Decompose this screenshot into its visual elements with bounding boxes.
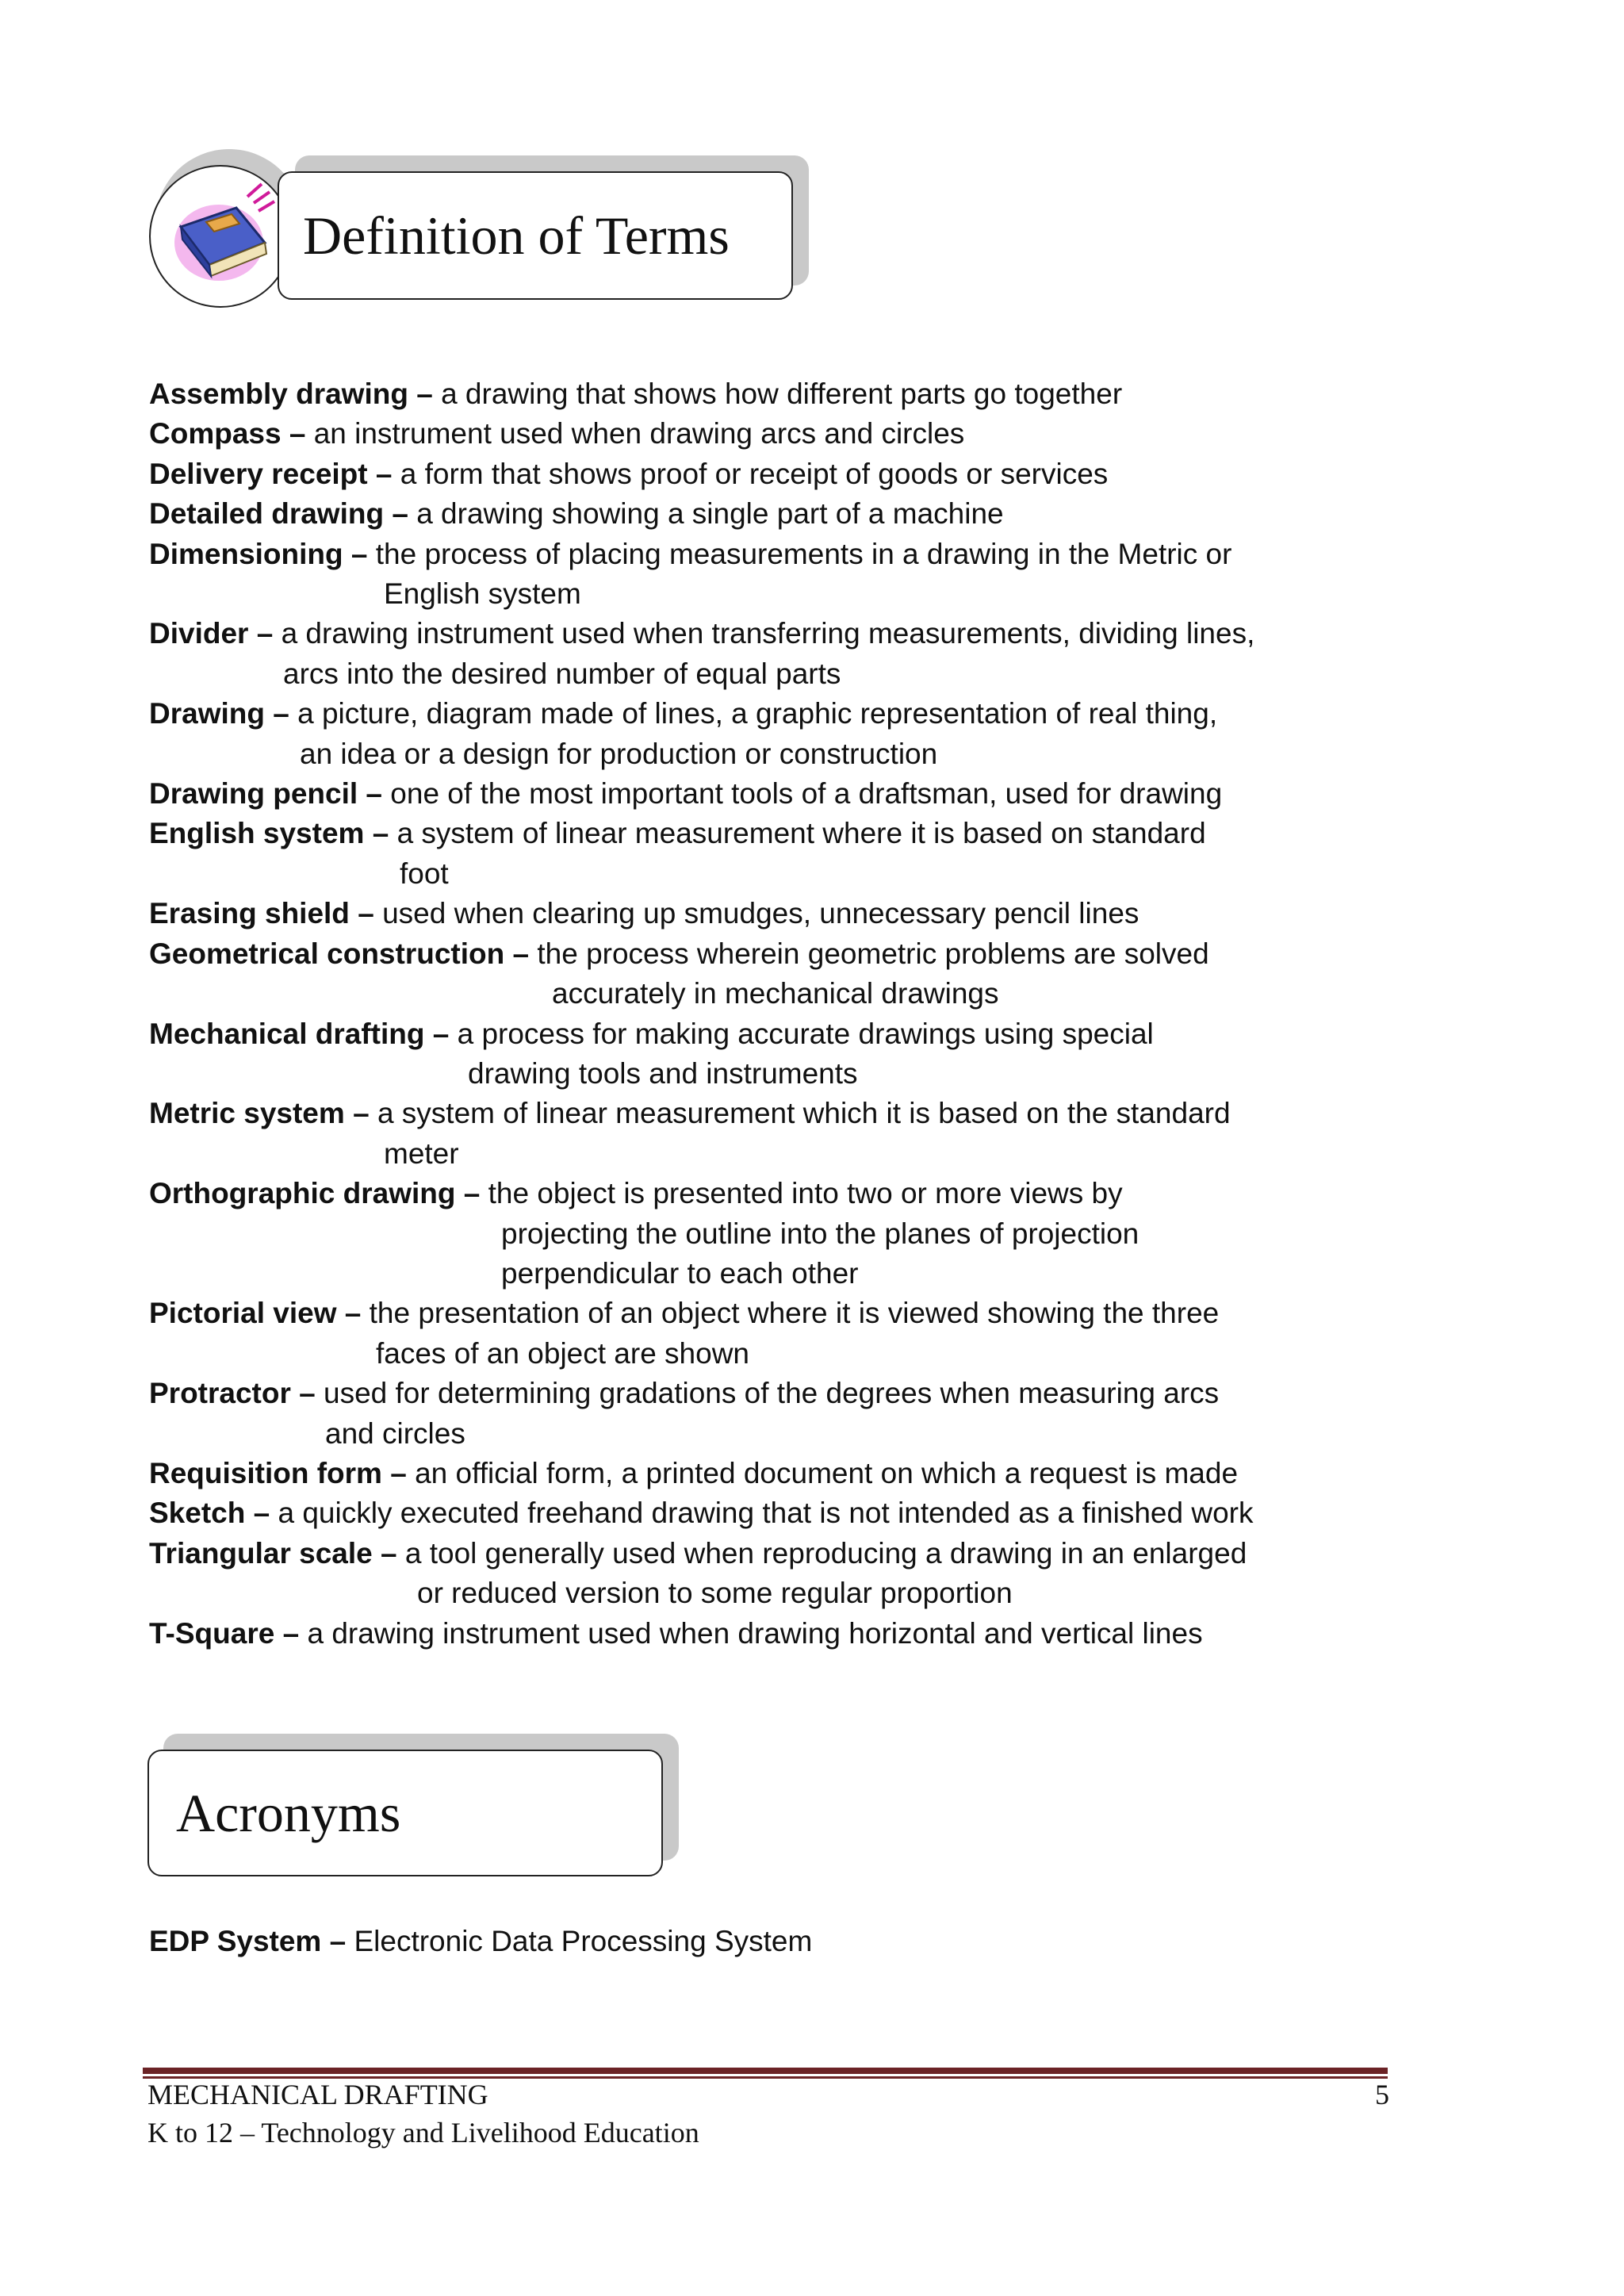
definition-line: [149, 694, 1386, 734]
acronyms-title: Acronyms: [176, 1782, 401, 1843]
book-icon: [151, 167, 290, 306]
definition-text: a drawing showing a single part of a machine: [416, 497, 1004, 531]
footer-subtitle: K to 12 – Technology and Livelihood Education: [147, 2117, 699, 2148]
definition-continuation: meter: [384, 1137, 459, 1170]
definition-line: [149, 774, 1386, 814]
definition-text: a picture, diagram made of lines, a graphic representation of real thing,: [297, 697, 1218, 730]
definition-entry: [149, 414, 1386, 454]
definition-text: a quickly executed freehand drawing that is not intended as a finished work: [278, 1497, 1254, 1530]
definition-line: [149, 535, 1386, 574]
definition-entry: [149, 1454, 1386, 1493]
definition-term: Triangular scale –: [149, 1536, 397, 1570]
footer-title: MECHANICAL DRAFTING: [147, 2079, 488, 2110]
definition-entry: [149, 535, 1386, 615]
definition-continuation: faces of an object are shown: [376, 1336, 750, 1370]
definition-line: [149, 374, 1386, 414]
definition-term: Erasing shield –: [149, 897, 374, 930]
definition-term: Drawing –: [149, 697, 289, 730]
definition-entry: [149, 1174, 1386, 1294]
definition-text: a drawing instrument used when drawing horizontal and vertical lines: [307, 1616, 1203, 1650]
definition-line: [149, 614, 1386, 654]
definition-continuation: accurately in mechanical drawings: [552, 977, 999, 1010]
page-number: 5: [1375, 2079, 1389, 2110]
definition-continuation: English system: [384, 577, 581, 611]
definition-text: a system of linear measurement where it is based on standard: [396, 817, 1206, 850]
acronym-text: Electronic Data Processing System: [354, 1925, 813, 1957]
definition-line: [149, 1374, 1386, 1413]
definition-entry: [149, 1614, 1386, 1654]
definition-entry: [149, 1294, 1386, 1374]
definition-term: Requisition form –: [149, 1456, 407, 1489]
definition-entry: [149, 774, 1386, 814]
definition-term: Metric system –: [149, 1097, 370, 1130]
acronym-term: EDP System –: [149, 1925, 347, 1957]
definition-continuation: foot: [400, 857, 449, 890]
definition-line: [149, 494, 1386, 534]
definition-text: a tool generally used when reproducing a drawing in an enlarged: [404, 1536, 1247, 1570]
definition-text: a form that shows proof or receipt of goods or services: [400, 457, 1109, 490]
definition-line: [149, 1014, 1386, 1054]
definition-term: Mechanical drafting –: [149, 1017, 450, 1050]
definition-term: Dimensioning –: [149, 537, 368, 570]
definition-term: Geometrical construction –: [149, 937, 530, 970]
definition-entry: [149, 1094, 1386, 1174]
definition-text: one of the most important tools of a draftsman, used for drawing: [390, 777, 1223, 811]
definition-line: [149, 1454, 1386, 1493]
definition-text: a system of linear measurement which it is based on the standard: [377, 1097, 1231, 1130]
definition-term: Drawing pencil –: [149, 777, 383, 811]
definition-text: the presentation of an object where it is viewed showing the three: [369, 1297, 1220, 1330]
definition-entry: [149, 814, 1386, 894]
definition-term: Detailed drawing –: [149, 497, 408, 531]
definition-continuation: or reduced version to some regular proportion: [417, 1577, 1013, 1610]
definition-line: [149, 1534, 1386, 1573]
acronym-entry: [149, 1922, 812, 1961]
footer-rule-thick: [143, 2068, 1388, 2074]
definition-continuation: perpendicular to each other: [501, 1256, 859, 1290]
definition-term: Orthographic drawing –: [149, 1177, 481, 1210]
definition-term: Divider –: [149, 617, 274, 650]
definition-entry: [149, 1493, 1386, 1533]
definition-entry: [149, 1534, 1386, 1614]
definition-line: [149, 1294, 1386, 1333]
definition-continuation: projecting the outline into the planes of projection: [501, 1217, 1139, 1250]
definition-text: an instrument used when drawing arcs and circles: [313, 417, 965, 450]
definition-continuation: an idea or a design for production or construction: [300, 737, 938, 770]
definition-text: used for determining gradations of the degrees when measuring arcs: [324, 1377, 1220, 1410]
definition-term: Compass –: [149, 417, 306, 450]
definitions-title: Definition of Terms: [303, 205, 730, 266]
definition-line: [149, 1614, 1386, 1654]
definition-line: [149, 414, 1386, 454]
definition-text: the process of placing measurements in a drawing in the Metric or: [375, 537, 1232, 570]
definition-entry: [149, 694, 1386, 774]
definition-term: Pictorial view –: [149, 1297, 362, 1330]
definition-entry: [149, 374, 1386, 414]
acronyms-header: [147, 1750, 663, 1876]
definition-term: Assembly drawing –: [149, 378, 433, 410]
definition-term: T-Square –: [149, 1616, 300, 1650]
definition-entry: [149, 1374, 1386, 1454]
definition-entry: [149, 1014, 1386, 1094]
definition-continuation: drawing tools and instruments: [468, 1056, 858, 1090]
definition-text: used when clearing up smudges, unnecessary pencil lines: [382, 897, 1139, 930]
definition-text: the process wherein geometric problems are solved: [537, 937, 1209, 970]
definition-term: Protractor –: [149, 1377, 316, 1410]
definition-line: [149, 1493, 1386, 1533]
definition-line: [149, 1094, 1386, 1133]
definitions-list: [149, 374, 1386, 1654]
definition-term: Delivery receipt –: [149, 457, 393, 490]
definition-term: Sketch –: [149, 1497, 270, 1530]
definition-entry: [149, 494, 1386, 534]
definition-term: English system –: [149, 817, 389, 850]
definition-entry: [149, 614, 1386, 694]
definition-entry: [149, 934, 1386, 1014]
header-icon-circle: [149, 165, 292, 308]
page-footer: [147, 2076, 1389, 2152]
definitions-header: [278, 171, 793, 300]
definition-text: a drawing instrument used when transferring measurements, dividing lines,: [281, 617, 1255, 650]
definition-entry: [149, 454, 1386, 494]
definition-text: a process for making accurate drawings using special: [457, 1017, 1154, 1050]
definition-text: a drawing that shows how different parts go together: [441, 378, 1123, 410]
definition-line: [149, 814, 1386, 853]
definition-continuation: arcs into the desired number of equal parts: [283, 657, 841, 690]
definition-text: an official form, a printed document on which a request is made: [415, 1456, 1239, 1489]
definition-entry: [149, 894, 1386, 933]
definition-line: [149, 934, 1386, 974]
definition-line: [149, 894, 1386, 933]
definition-continuation: and circles: [325, 1416, 465, 1450]
definition-line: [149, 454, 1386, 494]
definition-line: [149, 1174, 1386, 1213]
definition-text: the object is presented into two or more views by: [488, 1177, 1123, 1210]
